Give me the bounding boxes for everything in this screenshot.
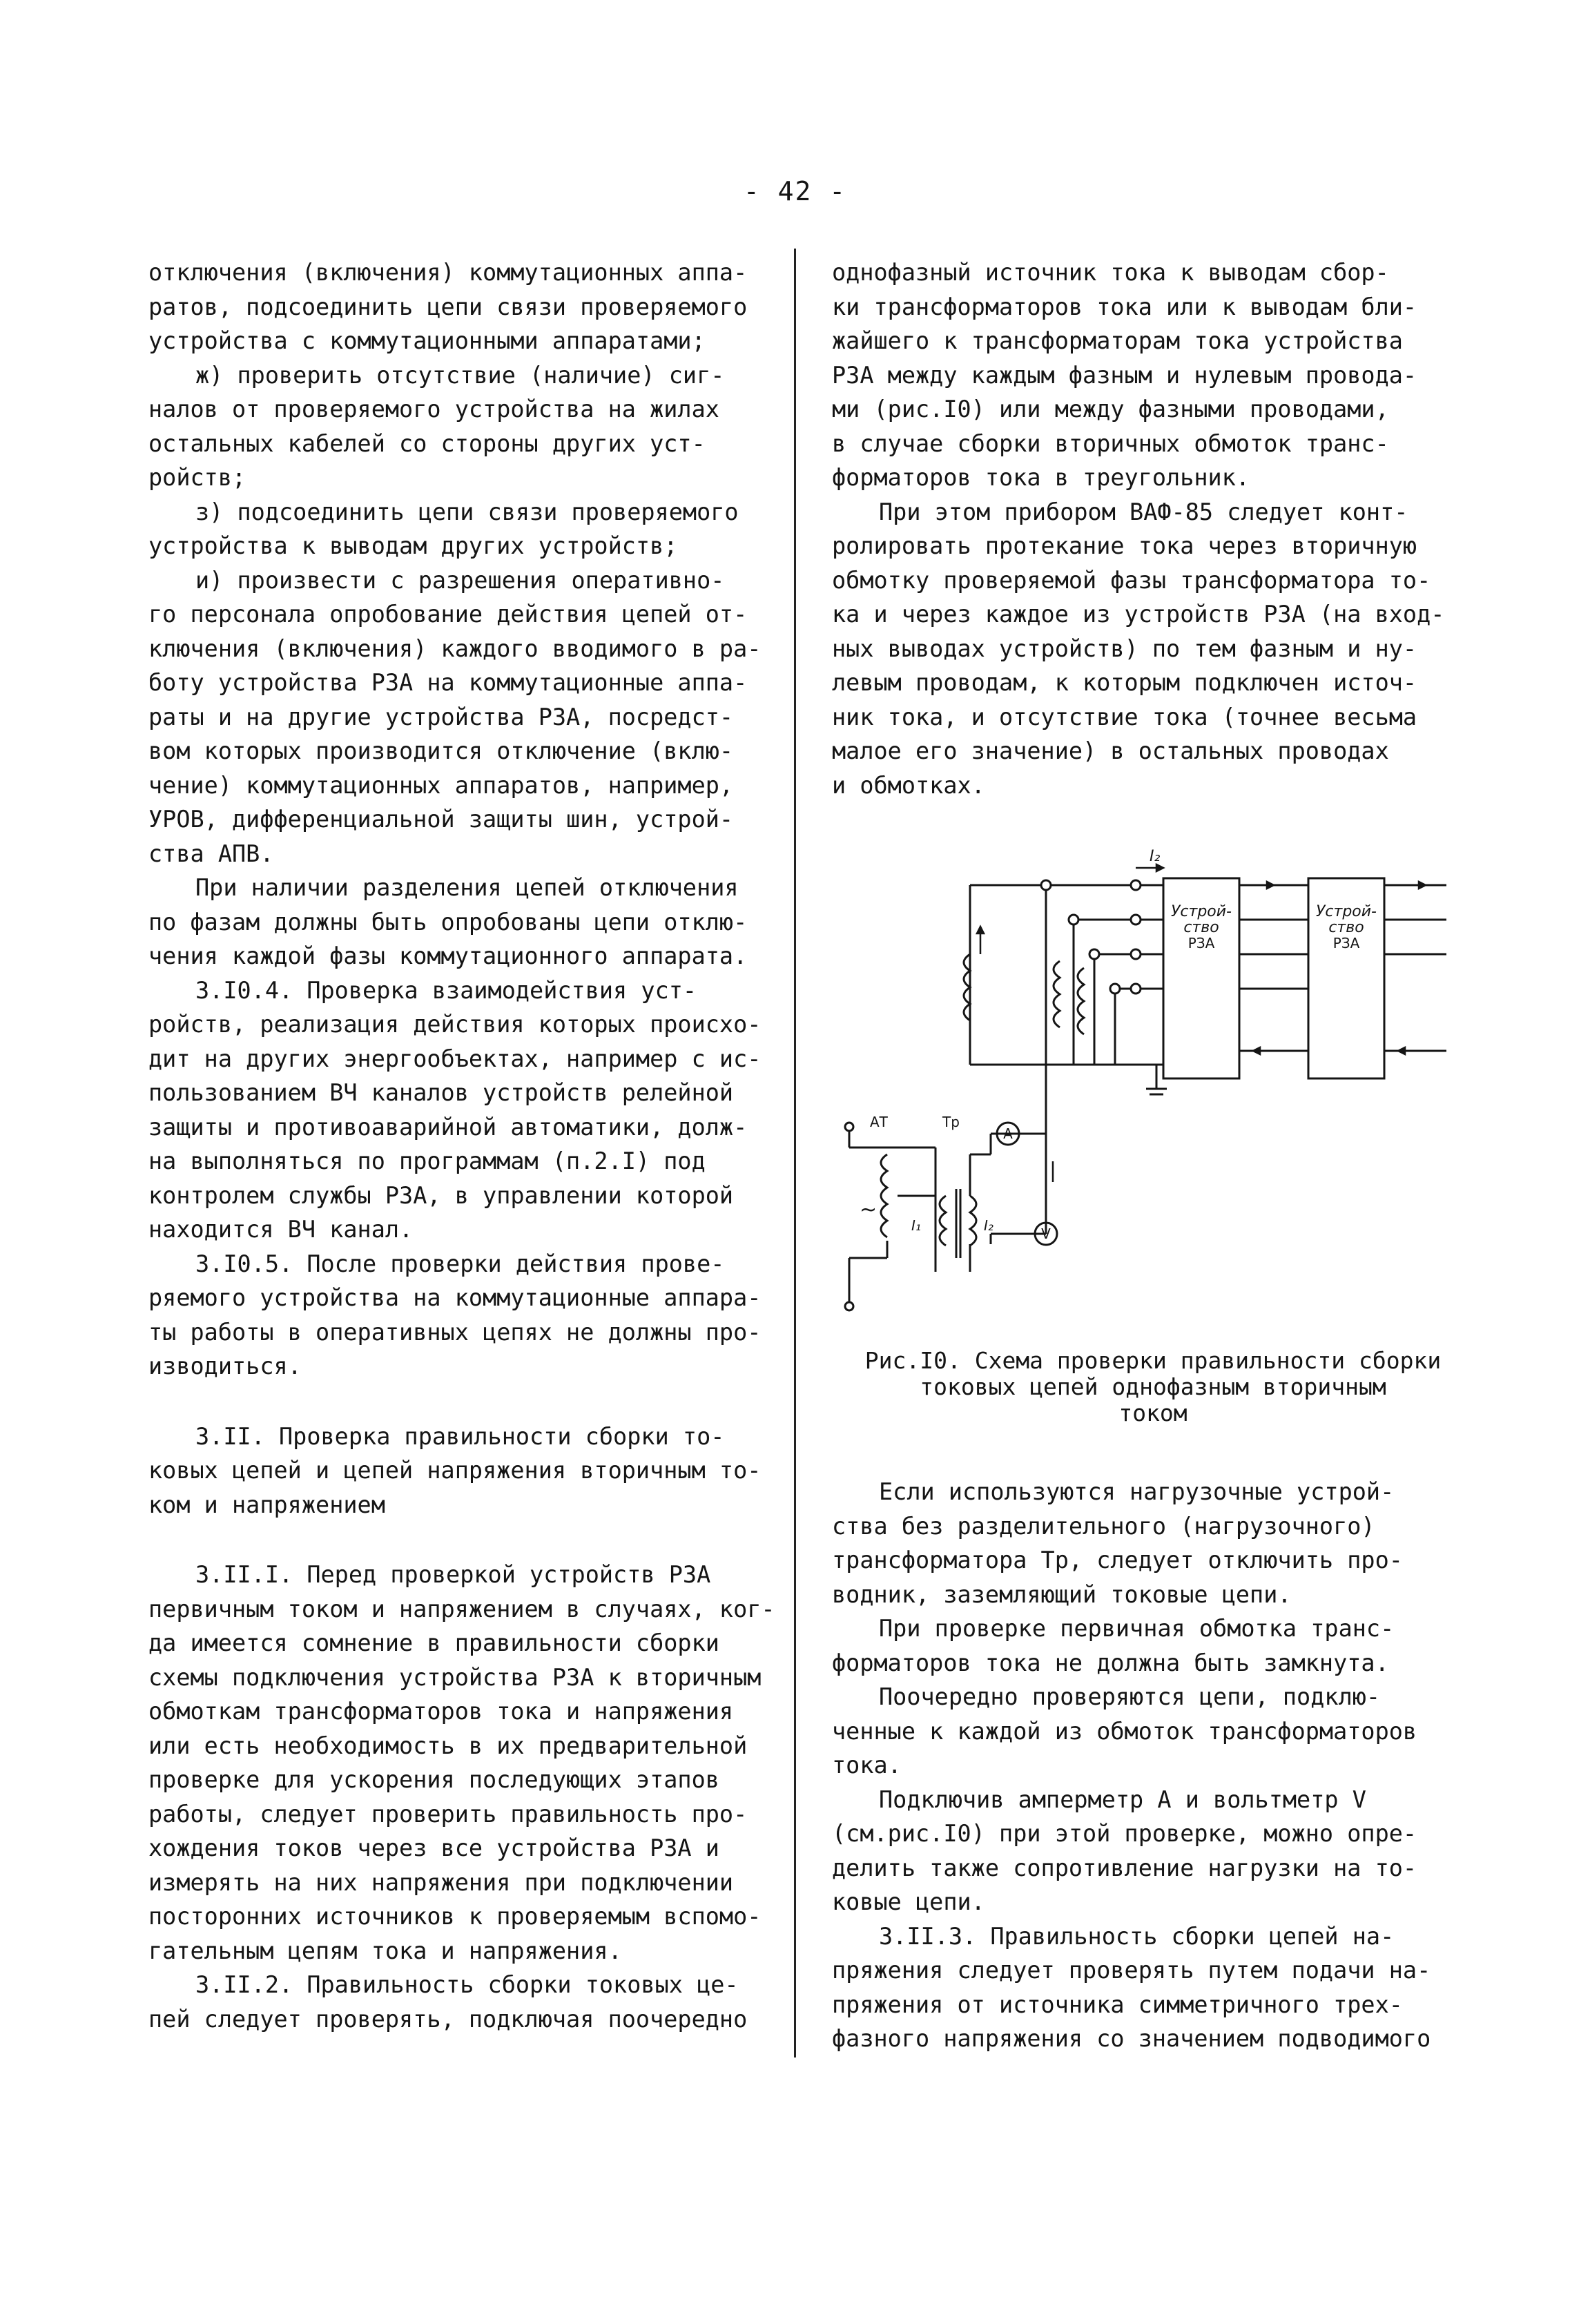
caption-line-2: токовых цепей однофазным вторичным bbox=[920, 1373, 1386, 1400]
column-divider bbox=[794, 249, 796, 2057]
text-line: посторонних источников к проверяемым вспомо- bbox=[148, 1903, 762, 1930]
text-line: ства АПВ. bbox=[148, 840, 274, 867]
text-line: работы, следует проверить правильность про- bbox=[148, 1800, 748, 1828]
text-line: обмотку проверяемой фазы трансформатора то- bbox=[832, 566, 1431, 594]
text-line: трансформатора Тр, следует отключить про- bbox=[832, 1547, 1403, 1573]
text-line: защиты и противоаварийной автоматики, долж- bbox=[148, 1113, 748, 1141]
text-line: фазного напряжения со значением подводимого bbox=[832, 2025, 1431, 2052]
caption-line-3: током bbox=[1118, 1400, 1187, 1426]
device-1-label-2: ство bbox=[1183, 919, 1219, 936]
text-line: ройств; bbox=[148, 464, 246, 491]
text-line: контролем службы РЗА, в управлении которой bbox=[148, 1181, 734, 1209]
page-number: - 42 - bbox=[743, 176, 847, 206]
text-line: При наличии разделения цепей отключения bbox=[195, 874, 739, 901]
text-line: ченные к каждой из обмоток трансформаторов bbox=[832, 1717, 1417, 1745]
text-line: Если используются нагрузочные устрой- bbox=[879, 1478, 1395, 1505]
text-line: ных выводах устройств) по тем фазным и ну- bbox=[832, 635, 1417, 662]
text-line: ка и через каждое из устройств РЗА (на вход- bbox=[832, 601, 1445, 628]
text-line: жайшего к трансформаторам тока устройства bbox=[832, 327, 1403, 354]
text-line: раты и на другие устройства РЗА, посредст- bbox=[148, 703, 734, 730]
text-line: налов от проверяемого устройства на жилах bbox=[148, 396, 719, 423]
text-line: устройства к выводам других устройств; bbox=[148, 532, 678, 559]
circuit-diagram bbox=[832, 830, 1474, 1341]
device-2-label-1: Устрой- bbox=[1316, 903, 1377, 920]
text-line: боту устройства РЗА на коммутационные аппа- bbox=[148, 669, 748, 696]
text-line: пей следует проверять, подключая поочередно bbox=[148, 2005, 748, 2033]
caption-line-1: Рис.I0. Схема проверки правильности сборки bbox=[864, 1347, 1442, 1374]
text-line: устройства с коммутационными аппаратами; bbox=[148, 327, 706, 354]
text-line: тока. bbox=[832, 1752, 902, 1779]
text-line: ковых цепей и цепей напряжения вторичным то- bbox=[148, 1457, 762, 1484]
text-line: 3.II.2. Правильность сборки токовых це- bbox=[195, 1971, 739, 1998]
text-line: з) подсоединить цепи связи проверяемого bbox=[195, 498, 739, 525]
text-line: пользованием ВЧ каналов устройств релейной bbox=[148, 1079, 734, 1106]
text-line: РЗА между каждым фазным и нулевым провода- bbox=[832, 361, 1417, 389]
text-line: малое его значение) в остальных проводах bbox=[832, 737, 1389, 764]
text-line: делить также сопротивление нагрузки на то- bbox=[832, 1854, 1417, 1881]
text-line: ройств, реализация действия которых происхо- bbox=[148, 1011, 762, 1038]
text-line: находится ВЧ канал. bbox=[148, 1216, 414, 1243]
text-line: дит на других энергообъектах, например с ис- bbox=[148, 1045, 762, 1072]
right-column bbox=[832, 255, 1474, 2056]
left-column bbox=[148, 255, 775, 2036]
voltmeter-label: V bbox=[1041, 1226, 1051, 1242]
label-i1: I₁ bbox=[911, 1217, 921, 1234]
text-line: чение) коммутационных аппаратов, например, bbox=[148, 771, 734, 799]
right-column-top-text bbox=[832, 255, 1474, 802]
device-2-label-3: РЗА bbox=[1332, 935, 1360, 951]
text-line: левым проводам, к которым подключен источ- bbox=[832, 669, 1417, 696]
label-at: АТ bbox=[870, 1114, 888, 1130]
text-line: обмоткам трансформаторов тока и напряжения bbox=[148, 1698, 734, 1725]
text-line: ства без разделительного (нагрузочного) bbox=[832, 1512, 1375, 1540]
figure-caption bbox=[832, 1348, 1474, 1426]
text-line bbox=[148, 1522, 770, 1558]
text-line: отключения (включения) коммутационных аппа- bbox=[148, 259, 748, 286]
text-line: пряжения от источника симметричного трех- bbox=[832, 1991, 1403, 2018]
text-line: 3.I0.4. Проверка взаимодействия уст- bbox=[195, 976, 697, 1004]
text-line: 3.II. Проверка правильности сборки то- bbox=[195, 1422, 725, 1450]
text-line: и) произвести с разрешения оперативно- bbox=[195, 566, 725, 594]
text-line: ж) проверить отсутствие (наличие) сиг- bbox=[195, 361, 725, 389]
text-line: чения каждой фазы коммутационного аппарата. bbox=[148, 942, 748, 969]
device-2-label-2: ство bbox=[1328, 919, 1364, 936]
text-line: первичным током и напряжением в случаях, ког- bbox=[148, 1595, 775, 1623]
figure-10-schematic bbox=[832, 830, 1474, 1341]
text-line: 3.I0.5. После проверки действия прове- bbox=[195, 1250, 725, 1277]
text-line: проверке для ускорения последующих этапов bbox=[148, 1766, 719, 1793]
text-line: водник, заземляющий токовые цепи. bbox=[832, 1580, 1292, 1608]
text-line: по фазам должны быть опробованы цепи отклю- bbox=[148, 908, 748, 936]
text-line: Подключив амперметр А и вольтметр V bbox=[879, 1785, 1366, 1813]
text-line: ковые цепи. bbox=[832, 1888, 985, 1915]
text-line: ролировать протекание тока через вторичную bbox=[832, 532, 1417, 559]
text-line bbox=[148, 1384, 770, 1420]
label-i2-top: I₂ bbox=[1150, 848, 1161, 865]
text-line: форматоров тока в треугольник. bbox=[832, 464, 1250, 491]
text-line: При проверке первичная обмотка транс- bbox=[879, 1615, 1395, 1642]
device-1-label-3: РЗА bbox=[1187, 935, 1215, 951]
text-line: хождения токов через все устройства РЗА и bbox=[148, 1834, 719, 1861]
label-tr: Тр bbox=[942, 1114, 960, 1130]
text-line: ки трансформаторов тока или к выводам бли- bbox=[832, 293, 1417, 320]
right-column-bottom-text bbox=[832, 1475, 1474, 2056]
text-line: однофазный источник тока к выводам сбор- bbox=[832, 259, 1389, 286]
text-line: ник тока, и отсутствие тока (точнее весьма bbox=[832, 703, 1417, 730]
text-line: ми (рис.I0) или между фазными проводами, bbox=[832, 396, 1389, 423]
text-line: УРОВ, дифференциальной защиты шин, устрой- bbox=[148, 806, 734, 833]
text-line: гательным цепям тока и напряжения. bbox=[148, 1937, 622, 1964]
text-line: вом которых производится отключение (вклю- bbox=[148, 737, 734, 764]
text-line: ключения (включения) каждого вводимого в ра- bbox=[148, 635, 762, 662]
text-line: (см.рис.I0) при этой проверке, можно опре- bbox=[832, 1820, 1417, 1847]
text-line: изводиться. bbox=[148, 1353, 302, 1379]
text-line: При этом прибором ВАФ-85 следует конт- bbox=[879, 498, 1408, 525]
text-line: и обмотках. bbox=[832, 771, 985, 799]
text-line: схемы подключения устройства РЗА к вторичным bbox=[148, 1663, 762, 1691]
text-line: измерять на них напряжения при подключении bbox=[148, 1868, 734, 1896]
text-line: го персонала опробование действия цепей от- bbox=[148, 601, 748, 628]
label-tilde: ~ bbox=[860, 1198, 878, 1222]
text-line: в случае сборки вторичных обмоток транс- bbox=[832, 429, 1389, 457]
device-1-label-1: Устрой- bbox=[1171, 903, 1232, 920]
text-line: форматоров тока не должна быть замкнута. bbox=[832, 1649, 1389, 1676]
text-line: ряемого устройства на коммутационные аппара- bbox=[148, 1284, 762, 1311]
text-line: да имеется сомнение в правильности сборки bbox=[148, 1629, 719, 1656]
text-line: ком и напряжением bbox=[148, 1491, 385, 1518]
text-line: Поочередно проверяются цепи, подклю- bbox=[879, 1683, 1381, 1710]
ammeter-label: А bbox=[1003, 1125, 1013, 1142]
text-line: ты работы в оперативных цепях не должны про- bbox=[148, 1318, 762, 1346]
label-i2-meter: I₂ bbox=[984, 1217, 993, 1234]
text-line: на выполняться по программам (п.2.I) под bbox=[148, 1148, 706, 1174]
text-line: 3.II.I. Перед проверкой устройств РЗА bbox=[195, 1561, 711, 1588]
text-line: остальных кабелей со стороны других уст- bbox=[148, 429, 706, 457]
text-line: 3.II.3. Правильность сборки цепей на- bbox=[879, 1922, 1395, 1950]
text-line: пряжения следует проверять путем подачи на- bbox=[832, 1957, 1431, 1984]
text-line: ратов, подсоединить цепи связи проверяемого bbox=[148, 293, 748, 320]
text-line: или есть необходимость в их предварительной bbox=[148, 1732, 748, 1759]
